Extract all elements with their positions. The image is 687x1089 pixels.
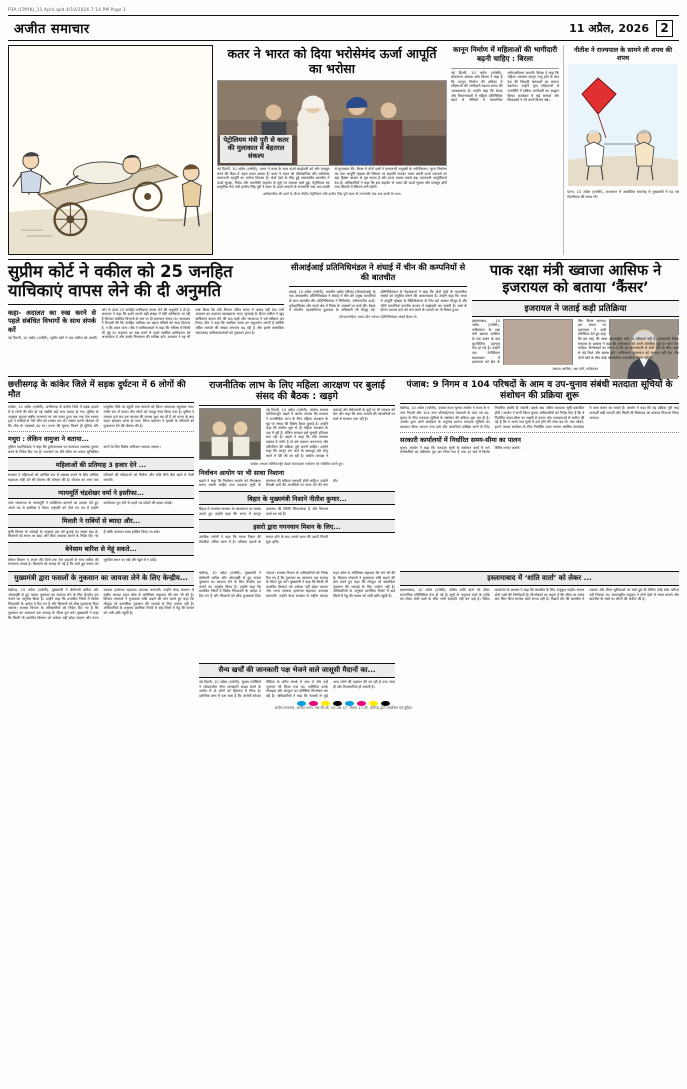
pak-subhead: इजरायल ने जताई कड़ी प्रतिक्रिया <box>472 300 679 317</box>
divider <box>400 403 679 404</box>
bottom-mid-body-top: चंडीगढ़, 10 अप्रैल (एजेंसी)- मुख्यमंत्री ने बेमौसमी बारिश और ओलावृष्टि से हुए फसल नुकसान का जायजा लेने के लिए केन्द्रीय दल भेजने का अनुरोध किया है। उन्होंने कहा कि प्रभावित जिलों में विशेष गिरदावरी के आदेश दे दिए गए हैं और किसानों को शीघ्र मुआवजा दिया जाएगा। राजस्व विभाग के अधिकारियों को निर्देश दिए गए हैं कि नुकसान का आकलन एक सप्ताह के भीतर पूरा करें। मुख्यमंत्री ने कहा कि किसी भी प्रभावित किसान को अकेला नहीं छोड़ा जाएगा और राज्य सरकार हरसंभव सहायता उपलब्ध कराएगी। उन्होंने केन्द्र सरकार से राष्ट्रीय आपदा राहत कोष से अतिरिक्त सहायता की मांग भी की है। किसान संगठनों ने मुआवजा राशि बढ़ाने की मांग करते हुए कहा कि मौजूदा दरें वास्तविक नुकसान की भरपाई के लिए पर्याप्त नहीं हैं। अधिकारियों के अनुसार प्रारंभिक रिपोर्ट में कई जिलों में गेहूं की फसल को भारी क्षति पहुंची है। <box>199 570 395 599</box>
kharge-body <box>199 408 395 461</box>
sub-story-2-body: सरकार ने महिलाओं को आर्थिक रूप से सशक्त बनाने के लिए मासिक सहायता राशि देने की योजना की घोषणा की है। योजना का लाभ पात्र परिवारों की महिलाओं को मिलेगा और राशि सीधे बैंक खाते में भेजी जाएगी। <box>8 473 194 482</box>
top-right-story-1 <box>451 45 559 255</box>
supreme-court-text: नई दिल्ली, 10 अप्रैल (एजेंसी)- सुप्रीम कोर्ट ने एक वकील को उसकी ओर से दायर 25 जनहित याचिकाएं वापस लेने की अनुमति दे दी है। अदालत ने कहा कि हमारे सामने बड़ी संख्या में ऐसी याचिकाएं आ रही हैं जिनका संबंधित विभागों के स्तर पर ही समाधान संभव था। न्यायालय ने टिप्पणी की कि जनहित याचिका का उद्देश्य वंचितों को न्याय दिलाना है, न कि प्रचार पाना। पीठ ने याचिकाकर्ता से कहा कि भविष्य में किसी भी मुद्दे पर अदालत का रुख करने से पहले संबंधित प्राधिकरण को अभ्यावेदन दें और उसके निस्तारण की प्रतीक्षा करें। अदालत ने यह भी स्पष्ट किया कि यदि विभाग उचित समय में जवाब नहीं देता तभी अदालत का दरवाजा खटखटाया जाए। सुनवाई के दौरान वकील ने खुद याचिकाएं वापस लेने की बात कही और न्यायालय ने उसे स्वीकार कर लिया। पीठ ने कहा कि न्यायिक समय का सदुपयोग जरूरी है क्योंकि लंबित मामलों की संख्या लगातार बढ़ रही है और इससे वास्तविक जरूरतमंद याचिकाकर्ताओं को नुकसान होता है। <box>8 307 284 341</box>
divider <box>8 402 194 403</box>
bottom-left-headline: मुख्यमंत्री द्वारा फसलों के नुकसान का जायजा लेने के लिए केन्द्रीय... <box>8 571 194 586</box>
sub-story-4-body: कृषि विभाग के आंकड़ों के अनुसार इस वर्ष बुआई का रकबा बढ़ा है। किसानों को समय पर खाद और बीज उपलब्ध कराने के निर्देश दिए गए हैं ताकि उत्पादन लक्ष्य हासिल किया जा सके। <box>8 529 161 539</box>
bottom-band <box>8 571 679 698</box>
bottom-mid-headline: सैन्य खर्चों की जानकारी पक्ष भेजने वाले जासूसी मैदानों का... <box>199 663 395 678</box>
punjab-sub-1-body: चुनाव आयोग ने कहा कि मतदाता सूची के संशोधन कार्य में लगे कर्मचारियों का प्रशिक्षण पूरा कर लिया गया है तथा हर वार्ड में विशेष शिविर लगाए जाएंगे। <box>400 445 521 455</box>
top-center-photo-kicker: पेट्रोलियम मंत्री पुरी से कतर की मुलाकात में बेहतरल संकल्प <box>220 135 292 163</box>
kharge-text: नई दिल्ली, 10 अप्रैल (एजेंसी)- कांग्रेस अध्यक्ष मल्लिकार्जुन खड़गे ने आरोप लगाया कि सरकार ने राजनीतिक लाभ के लिए महिला आरक्षण के मुद्दे पर संसद की विशेष बैठक बुलाई है। उन्होंने कहा कि कांग्रेस शुरू से ही महिला आरक्षण के पक्ष में रही है, लेकिन सरकार इसे चुनावी हथियार बना रही है। खड़गे ने कहा कि यदि सरकार वास्तव में गंभीर है तो उसे तत्काल जनगणना और परिसीमन की प्रक्रिया पूरी करनी चाहिए। उन्होंने कहा कि कानून बन जाने के बावजूद उसे लागू करने में देरी की जा रही है। कांग्रेस अध्यक्ष ने महंगाई और बेरोजगारी के मुद्दों पर भी सरकार को घेरा और कहा कि आम आदमी की परेशानियों पर चर्चा से सरकार भाग रही है। <box>266 407 395 458</box>
chhattisgarh-headline: छत्तीसगढ़ के कांकेर जिले में सड़क दुर्घटना में 6 लोगों की मौत <box>8 379 186 401</box>
divider <box>8 431 194 432</box>
masthead <box>8 15 679 41</box>
footer-imprint: अजीत समाचार, अजीत भवन, एस.सी.ओ. 55-56-57, सेक्टर 17-सी, चंडीगढ़ द्वारा प्रकाशित एवं मुद्रित। <box>274 706 413 711</box>
bottom-left-story <box>8 571 194 698</box>
top-right-2-body: पटना, 10 अप्रैल (एजेंसी)- राजभवन में आयोजित समारोह में मुख्यमंत्री ने पद एवं गोपनीयता की शपथ ली। <box>567 190 679 199</box>
divider <box>451 68 559 69</box>
bottom-mid-body: नई दिल्ली, 10 अप्रैल (एजेंसी)- सुरक्षा एजेंसियों ने संवेदनशील सैन्य जानकारी साझा करने के आरोप में दो लोगों को हिरासत में लिया है। प्रारंभिक जांच में पता चला है कि आरोपी सोशल मीडिया के जरिए संपर्क में आए थे और उन्हें भुगतान भी किया गया था। एजेंसियां उनके मोबाइल और कंप्यूटर का फॉरेंसिक विश्लेषण कर रही हैं। अधिकारियों ने कहा कि नेटवर्क से जुड़े अन्य लोगों की पहचान की जा रही है तथा जल्द ही और गिरफ्तारियां हो सकती हैं। <box>199 679 395 698</box>
divider <box>8 304 284 305</box>
top-right-story-2 <box>563 45 679 255</box>
photo-art-press-conf <box>200 409 260 459</box>
divider <box>199 405 395 406</box>
sub-story-4-headline: मिलती ने राबिंयों से ब्यादा और... <box>8 514 194 528</box>
kharge-sub-2-headline: बिहार के मुख्यमंत्री निशाने नीतीश कुमार... <box>199 491 395 505</box>
top-center-story <box>217 45 447 255</box>
top-center-body: नई दिल्ली, 10 अप्रैल (एजेंसी)- भारत ने कतर के साथ ऊर्जा साझेदारी को और मजबूत करने की दिशा में अहम कदम उठाया है। कतर ने भारत को दीर्घकालिक और भरोसेमंद एलएनजी आपूर्ति का भरोसा दिलाया है। दोनों देशों के बीच हुई उच्चस्तरीय बातचीत में ऊर्जा सुरक्षा, निवेश और तकनीकी सहयोग के मुद्दों पर व्यापक चर्चा हुई। पेट्रोलियम एवं प्राकृतिक गैस मंत्री हरदीप सिंह पुरी ने कतर के ऊर्जा मामलों के राज्यमंत्री साद अल-काबी से मुलाकात की। बैठक में दोनों पक्षों ने एलएनजी अनुबंधों के नवीनीकरण, मूल्य निर्धारण तंत्र तथा आपूर्ति शृंखला की स्थिरता पर सहमति जताई। भारत अपनी ऊर्जा जरूरतों का बड़ा हिस्सा आयात से पूरा करता है और कतर उसका सबसे बड़ा एलएनजी आपूर्तिकर्ता देश है। अधिकारियों ने कहा कि इस सहयोग से भारत की ऊर्जा सुरक्षा और मजबूत होगी तथा कीमतों में स्थिरता बनी रहेगी। <box>217 167 447 190</box>
sub-story-3-headline: न्यायमूर्ति चंद्रशेखर वर्मा ने इस्तीफा... <box>8 485 194 499</box>
page-title: अजीत समाचार <box>14 22 90 37</box>
masthead-right <box>569 20 673 37</box>
divider <box>400 432 679 433</box>
story-punjab-voterlist <box>400 380 679 567</box>
main-headline-band <box>8 259 679 371</box>
top-row <box>8 45 679 255</box>
kharge-caption: कांग्रेस अध्यक्ष मल्लिकार्जुन खड़गे संवाददाता सम्मेलन को संबोधित करते हुए। <box>250 462 344 467</box>
top-center-headline: कतर ने भारत को दिया भरोसेमंद ऊर्जा आपूर्ति का भरोसा <box>227 46 437 76</box>
story-pak-defence-minister <box>472 263 679 371</box>
kharge-sub-3-body: अंतरिक्ष एजेंसी ने कहा कि मानव मिशन की तैयारियां अंतिम चरण में हैं। परीक्षण उड़ानों के सफल होने के बाद अगले चरण की उलटी गिनती शुरू होगी। <box>199 535 328 544</box>
top-right-2-headline: नीतीश ने राज्यपाल के सामने ली शपथ की शपथ <box>573 46 673 62</box>
sub-story-5-headline: बेनेसाम बारिश से मेहूं सकते... <box>8 542 194 556</box>
cii-body: शंघाई, 10 अप्रैल (एजेंसी)- भारतीय उद्योग परिसंघ (सीआईआई) के एक उच्चस्तरीय प्रतिनिधिमंडल ने शंघाई में चीन की प्रमुख कम्पनियों के साथ बातचीत की। प्रतिनिधिमंडल ने विनिर्माण, नवीकरणीय ऊर्जा, इलेक्ट्रॉनिक्स और फार्मा क्षेत्र में निवेश के अवसरों पर चर्चा की। बैठक में भारतीय महावाणिज्य दूतावास के अधिकारी भी मौजूद रहे। प्रतिनिधिमंडल के नेतृत्वकर्ता ने कहा कि दोनों देशों के व्यापारिक संबंधों को संतुलित बनाने की आवश्यकता है। उन्होंने कहा कि भारत में आपूर्ति शृंखला के विविधीकरण के लिए बड़े अवसर मौजूद हैं और चीनी कम्पनियां भारतीय बाजार में साझेदारी कर सकती हैं। चर्चा के दौरान व्यापार घाटे को कम करने के उपायों पर भी विचार हुआ। <box>289 289 467 313</box>
pak-body <box>472 319 679 365</box>
punjab-headline: पंजाब: 9 निगम व 104 परिषदों के आम व उप-चुनाव संबंधी मतदाता सूचियों के संशोधन की प्रक्रिया शुरू <box>406 379 673 401</box>
bottom-left-body: चंडीगढ़, 10 अप्रैल (एजेंसी)- मुख्यमंत्री ने बेमौसमी बारिश और ओलावृष्टि से हुए फसल नुकसान का जायजा लेने के लिए केन्द्रीय दल भेजने का अनुरोध किया है। उन्होंने कहा कि प्रभावित जिलों में विशेष गिरदावरी के आदेश दे दिए गए हैं और किसानों को शीघ्र मुआवजा दिया जाएगा। राजस्व विभाग के अधिकारियों को निर्देश दिए गए हैं कि नुकसान का आकलन एक सप्ताह के भीतर पूरा करें। मुख्यमंत्री ने कहा कि किसी भी प्रभावित किसान को अकेला नहीं छोड़ा जाएगा और राज्य सरकार हरसंभव सहायता उपलब्ध कराएगी। उन्होंने केन्द्र सरकार से राष्ट्रीय आपदा राहत कोष से अतिरिक्त सहायता की मांग भी की है। किसान संगठनों ने मुआवजा राशि बढ़ाने की मांग करते हुए कहा कि मौजूदा दरें वास्तविक नुकसान की भरपाई के लिए पर्याप्त नहीं हैं। अधिकारियों के अनुसार प्रारंभिक रिपोर्ट में कई जिलों में गेहूं की फसल को भारी क्षति पहुंची है। <box>8 587 194 620</box>
punjab-sub-1-headline: सरकारी कार्यालयों में निर्धारित समय-सीमा का पालन <box>400 436 521 445</box>
top-center-photo <box>217 80 447 166</box>
bottom-right-headline: इस्लामाबाद में ‘शांति वार्ता’ को लेकर ... <box>400 571 679 586</box>
supreme-court-pullquote: कहा- अदालत का रुख करने से पहले संबंधित विभागों के साथ संपर्क करें <box>8 308 96 334</box>
publication-date: 11 अप्रैल, 2026 <box>569 21 649 35</box>
story-women-reservation <box>199 380 395 567</box>
top-right-column <box>451 45 679 255</box>
cartoon-art-oath <box>567 64 679 186</box>
top-right-1-body: नई दिल्ली, 10 अप्रैल (एजेंसी)- लोकसभा अध्यक्ष ओम बिरला ने कहा है कि कानून निर्माण की प्रक्रिया में महिलाओं की भागीदारी बढ़ाना समय की आवश्यकता है। उन्होंने कहा कि संसद और विधानमंडलों में महिला प्रतिनिधित्व बढ़ने से नीतियों में सामाजिक संवेदनशीलता आएगी। बिरला ने कहा कि महिला आरक्षण कानून लागू होने के बाद देश की विधायी संस्थाओं का स्वरूप बदलेगा। उन्होंने युवा महिलाओं से राजनीति में सक्रिय भागीदारी का आह्वान किया। कार्यक्रम में कई सांसदों और विधायकों ने भी अपने विचार रखे। <box>451 70 559 103</box>
kharge-sub-1-body: खड़गे ने कहा कि निर्वाचन आयोग को निष्पक्षता बनाए रखनी चाहिए तथा मतदाता सूची के संशोधन की प्रक्रिया पारदर्शी होनी चाहिए। उन्होंने विपक्षी दलों की आपत्तियों पर ध्यान देने की मांग की। <box>199 478 338 488</box>
print-meta-bar: P3A (CMYK)_11 April.qxd 4/10/2026 7:14 PM Page 1 <box>8 7 127 12</box>
pak-text: इस्लामाबाद, 10 अप्रैल (एजेंसी)- पाकिस्तान के रक्षा मंत्री ख्वाजा आसिफ के एक बयान के बाद कूटनीतिक हलचल तेज हो गई है। उन्होंने एक टेलीविजन साक्षात्कार में इजरायल को क्षेत्र के लिए ‘कैंसर’ बताया। इस बयान पर इजरायल ने कड़ी प्रतिक्रिया देते हुए कहा कि इस तरह की भाषा अंतरराष्ट्रीय मंचों पर स्वीकार्य नहीं है। इजरायली विदेश मंत्रालय के प्रवक्ता ने कहा कि पाकिस्तान को अपने आंतरिक मुद्दों पर ध्यान देना चाहिए। विश्लेषकों का मानना है कि इस बयानबाजी से दोनों देशों के बीच पहले से ठंडे रिश्ते और खराब होंगे। पाकिस्तान इजरायल को मान्यता नहीं देता और दोनों देशों के बीच कोई औपचारिक राजनयिक संबंध नहीं हैं। <box>472 318 679 365</box>
top-right-1-headline: कानून निर्माण में महिलाओं की भागीदारी बढ़नी चाहिए : बिरला <box>452 45 558 63</box>
bottom-mid-story <box>199 571 395 698</box>
pak-caption: ख्वाजा आसिफ, रक्षा मंत्री, पाकिस्तान <box>552 366 599 371</box>
chhattisgarh-body: कांकेर, 10 अप्रैल (एजेंसी)- छत्तीसगढ़ के कांकेर जिले में सड़क हादसे में 6 लोगों की मौत हो गई जबकि कई अन्य घायल हो गए। पुलिस के अनुसार हादसा राष्ट्रीय राजमार्ग पर उस समय हुआ जब एक तेज रफ्तार ट्रक ने यात्रियों से भरी जीप को टक्कर मार दी। टक्कर इतनी जोरदार थी कि जीप के परखच्चे उड़ गए। घटना की सूचना मिलते ही पुलिस और एम्बुलेंस मौके पर पहुंची तथा घायलों को जिला अस्पताल पहुंचाया गया। गंभीर रूप से घायल तीन लोगों को रायपुर रेफर किया गया है। पुलिस ने मामला दर्ज कर ट्रक चालक की तलाश शुरू कर दी है जो घटना के बाद वाहन छोड़कर फरार हो गया। जिला प्रशासन ने मृतकों के परिजनों को मुआवजा देने की घोषणा की है। <box>8 405 194 428</box>
kharge-photo <box>199 408 261 460</box>
sub-story-3-body: उच्च न्यायालय के न्यायमूर्ति ने व्यक्तिगत कारणों का हवाला देते हुए अपने पद से इस्तीफा दे दिया। राष्ट्रपति को भेजे गए पत्र में उन्होंने कार्यकाल पूरा होने से पहले पद छोड़ने की इच्छा जताई। <box>8 501 173 510</box>
top-center-caption: आधिकारिक की बातों के दौरान केंद्रीय पेट्रोलियम मंत्री हरदीप सिंह पुरी कतर के राज्यमंत्री साद अल-काबी के साथ। <box>262 192 402 197</box>
page-number: 2 <box>656 20 673 37</box>
divider <box>289 286 467 287</box>
supreme-court-headline: सुप्रीम कोर्ट ने वकील को 25 जनहित याचिकाएं वापस लेने की दी अनुमति <box>8 262 233 300</box>
story-supreme-court <box>8 263 284 371</box>
cartoon-artwork <box>9 46 212 254</box>
bottom-right-story <box>400 571 679 698</box>
editorial-cartoon <box>8 45 213 255</box>
sub-story-2-headline: महिलाओं की प्रतिमाह 3 हजार देने ... <box>8 457 194 471</box>
punjab-body: चंडीगढ़, 10 अप्रैल (एजेंसी)- पंजाब राज्य चुनाव आयोग ने राज्य के 9 नगर निगमों और 104 नगर परिषदों/नगर पंचायतों के आम एवं उप-चुनाव के लिए मतदाता सूचियों के संशोधन की प्रक्रिया शुरू कर दी है। आयोग द्वारा जारी कार्यक्रम के अनुसार प्रारूप मतदाता सूचियों का प्रकाशन किया जाएगा तथा दावे और आपत्तियां दाखिल करने के लिए निर्धारित अवधि दी जाएगी। इसके बाद अंतिम मतदाता सूची प्रकाशित होगी। आयोग ने सभी जिला चुनाव अधिकारियों को निर्देश दिए हैं कि वे निर्धारित समय-सीमा का सख्ती से पालन करें। मतदाताओं से अपील की गई है कि वे अपने नाम सूची में दर्ज होने की जांच कर लें। नाम जोड़ने, हटाने अथवा संशोधन के लिए निर्धारित प्रपत्र भरकर संबंधित कार्यालय में जमा कराए जा सकते हैं। आयोग ने कहा कि यह प्रक्रिया पूरी तरह पारदर्शी रखी जाएगी और किसी भी शिकायत का तत्काल निपटारा किया जाएगा। <box>400 406 679 429</box>
pak-headline: पाक रक्षा मंत्री ख्वाजा आसिफ ने इजरायल को बताया ‘कैंसर’ <box>489 263 662 296</box>
secondary-stories-band <box>8 376 679 567</box>
kharge-sub-3-headline: इसरो द्वारा गगनयान मिशन के लिए... <box>199 519 395 533</box>
supreme-court-body <box>8 308 284 341</box>
story-chhattisgarh-accident <box>8 380 194 567</box>
kharge-sub-2-body: बिहार में गठबंधन सरकार के कामकाज पर सवाल उठाते हुए उन्होंने कहा कि राज्य में कानून व्यवस्था की स्थिति चिंताजनक है और विकास कार्य ठप पड़े हैं। <box>199 507 328 516</box>
sub-story-5-body: मौसम विभाग ने अगले तीन दिनों तक तेज हवाओं के साथ बारिश की संभावना जताई है। किसानों को सलाह दी गई है कि कटी हुई फसल को सुरक्षित स्थान पर रखें और खुले में न छोड़ें। <box>8 557 157 567</box>
bottom-right-body: इस्लामाबाद, 10 अप्रैल (एजेंसी)- क्षेत्रीय शांति वार्ता को लेकर राजनयिक गतिविधियां तेज हो गई हैं। सूत्रों के अनुसार वार्ता के एजेंडे को लेकर दोनों पक्षों के बीच अभी सहमति नहीं बन पाई है। विदेश कार्यालय के प्रवक्ता ने कहा कि बातचीत के लिए अनुकूल माहौल बनाना दोनों पक्षों की जिम्मेदारी है। विश्लेषकों का कहना है कि सीमा पर तनाव कम किए बिना सार्थक वार्ता संभव नहीं है। पिछले दौर की बातचीत में व्यापार और वीजा सुविधाओं पर चर्चा हुई थी लेकिन कोई ठोस नतीजा नहीं निकला था। अंतरराष्ट्रीय समुदाय ने दोनों देशों से संयम बरतने और बातचीत के रास्ते पर लौटने की अपील की है। <box>400 587 679 602</box>
kharge-headline: राजनीतिक लाभ के लिए महिला आरक्षण पर बुलाई संसद की बैठक : खड़गे <box>209 379 385 403</box>
sub-story-1-headline: मथुरा : लेकिन वामुजा ने बताया... <box>8 435 89 444</box>
cii-caption: (कैप्शनसहित) भारत-चीन व्यापार प्रतिनिधिमंडल शंघाई बैठक में। <box>338 314 418 319</box>
cii-headline: सीआईआई प्रतिनिधिमंडल ने शंघाई में चीन की कम्पनियों से की बातचीत <box>290 262 466 282</box>
sub-story-1-body: पुलिस महानिदेशक ने कहा कि दुर्घटनास्थल पर यातायात व्यवस्था दुरुस्त करने के निर्देश दिए गए हैं। राजमार्ग पर गति सीमा का पालन सुनिश्चित करने के लिए विशेष अभियान चलाया जाएगा। <box>8 444 161 454</box>
story-cii-shanghai <box>289 263 467 371</box>
kharge-sub-1-headline: निर्वाचन आयोग पर भी साधा निशाना <box>199 469 284 478</box>
